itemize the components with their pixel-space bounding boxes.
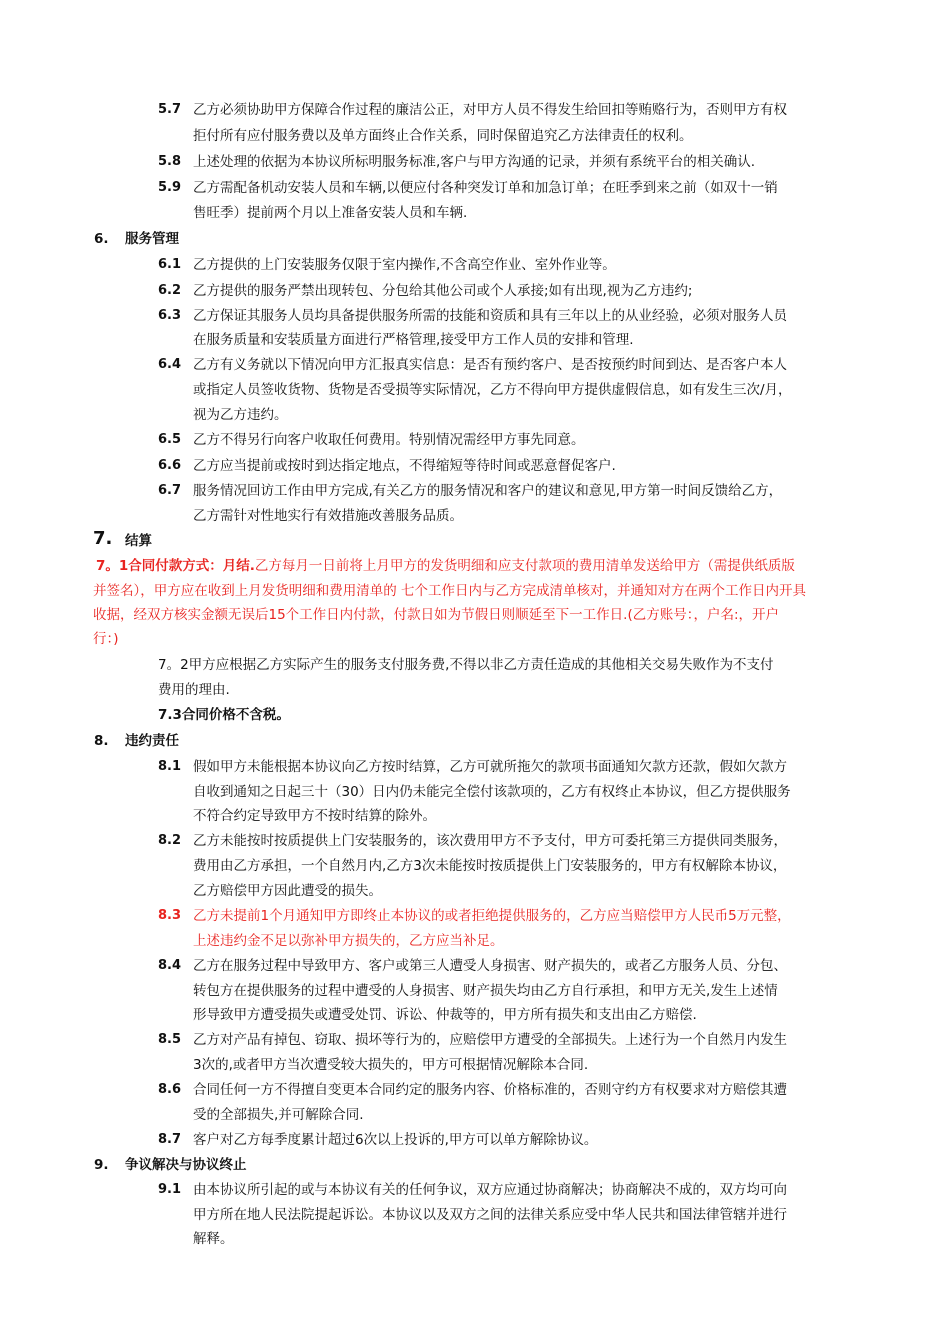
clause-text: 拒付所有应付服务费以及单方面终止合作关系，同时保留追究乙方法律责任的权利。	[193, 128, 693, 144]
section-number: 9.	[94, 1157, 109, 1173]
clause-text: 乙方需配备机动安装人员和车辆,以便应付各种突发订单和加急订单；在旺季到来之前（如双十一销	[193, 180, 778, 196]
clause-text: 3次的,或者甲方当次遭受较大损失的，甲方可根据情况解除本合同.	[193, 1057, 589, 1073]
clause-number: 5.7	[158, 102, 182, 117]
clause-text: 解释。	[193, 1231, 234, 1247]
clause-number: 6.7	[158, 483, 182, 498]
clause-text: 费用的理由.	[158, 682, 230, 698]
clause-text: 7。2甲方应根据乙方实际产生的服务支付服务费,不得以非乙方责任造成的其他相关交易失败作为不支付	[158, 657, 774, 673]
clause-number: 6.4	[158, 357, 182, 372]
clause-text: 乙方有义务就以下情况向甲方汇报真实信息：是否有预约客户、是否按预约时间到达、是否客户本人	[193, 357, 787, 373]
clause-text: 售旺季）提前两个月以上准备安装人员和车辆.	[193, 205, 468, 221]
clause-text: 转包方在提供服务的过程中遭受的人身损害、财产损失均由乙方自行承担，和甲方无关,发生上述情	[193, 983, 778, 999]
clause-number: 8.4	[158, 958, 182, 973]
clause-text: 自收到通知之日起三十（30）日内仍未能完全偿付该款项的，乙方有权终止本协议，但乙方提供服务	[193, 784, 791, 800]
clause-text: 乙方对产品有掉包、窃取、损坏等行为的，应赔偿甲方遭受的全部损失。上述行为一个自然月内发生	[193, 1032, 787, 1048]
clause-text: 上述处理的依据为本协议所标明服务标准,客户与甲方沟通的记录，并须有系统平台的相关确认.	[193, 154, 756, 170]
clause-text: 并签名），甲方应在收到上月发货明细和费用清单的 七个工作日内与乙方完成清单核对，并通知对方在两个工作日内开具	[93, 583, 807, 599]
section-title: 结算	[125, 533, 152, 549]
section-number: 7.	[93, 528, 113, 549]
clause-text: 形导致甲方遭受损失或遭受处罚、诉讼、仲裁等的，甲方所有损失和支出由乙方赔偿.	[193, 1007, 697, 1023]
clause-number: 6.3	[158, 308, 182, 323]
section-title: 服务管理	[125, 231, 179, 247]
clause-number: 8.7	[158, 1132, 182, 1147]
clause-number: 6.5	[158, 432, 182, 447]
clause-number: 8.2	[158, 833, 182, 848]
clause-text: 乙方未能按时按质提供上门安装服务的，该次费用甲方不予支付，甲方可委托第三方提供同类服务，	[193, 833, 787, 849]
clause-text: 或指定人员签收货物、货物是否受损等实际情况，乙方不得向甲方提供虚假信息，如有发生三次/月，	[193, 382, 792, 398]
clause-text: 受的全部损失,并可解除合同.	[193, 1107, 364, 1123]
clause-heading: 7。1合同付款方式：月结.	[96, 558, 255, 574]
clause-text: 乙方保证其服务人员均具备提供服务所需的技能和资质和具有三年以上的从业经验，必须对服务人员	[193, 308, 787, 324]
clause-text: 乙方在服务过程中导致甲方、客户或第三人遭受人身损害、财产损失的，或者乙方服务人员、分包、	[193, 958, 787, 974]
clause-text: 客户对乙方每季度累计超过6次以上投诉的,甲方可以单方解除协议。	[193, 1132, 598, 1148]
clause-number: 6.2	[158, 283, 182, 298]
clause-text: 乙方不得另行向客户收取任何费用。特别情况需经甲方事先同意。	[193, 432, 585, 448]
section-number: 6.	[94, 231, 109, 247]
clause-text: 费用由乙方承担，一个自然月内,乙方3次未能按时按质提供上门安装服务的，甲方有权解除本协议，	[193, 858, 787, 874]
clause-number: 8.1	[158, 759, 182, 774]
clause-number: 8.3	[158, 908, 182, 923]
clause-text: 收据，经双方核实金额无误后15个工作日内付款，付款日如为节假日则顺延至下一工作日.(乙方账号：，户名:，开户	[93, 607, 780, 623]
clause-number: 5.8	[158, 154, 182, 169]
clause-text: 行：)	[93, 631, 119, 647]
clause-text	[96, 556, 795, 576]
clause-text: 服务情况回访工作由甲方完成,有关乙方的服务情况和客户的建议和意见,甲方第一时间反馈给乙方，	[193, 483, 783, 499]
clause-number: 6.1	[158, 257, 182, 272]
clause-text: 合同任何一方不得擅自变更本合同约定的服务内容、价格标准的，否则守约方有权要求对方赔偿其遭	[193, 1082, 787, 1098]
clause-text: 甲方所在地人民法院提起诉讼。本协议以及双方之间的法律关系应受中华人民共和国法律管辖并进行	[193, 1207, 787, 1223]
clause-text: 假如甲方未能根据本协议向乙方按时结算，乙方可就所拖欠的款项书面通知欠款方还款，假如欠款方	[193, 759, 787, 775]
clause-text-part: 乙方每月一日前将上月甲方的发货明细和应支付款项的费用清单发送给甲方（需提供纸质版	[254, 558, 795, 574]
clause-number: 8.6	[158, 1082, 182, 1097]
clause-text: 上述违约金不足以弥补甲方损失的，乙方应当补足。	[193, 933, 504, 949]
clause-number: 6.6	[158, 458, 182, 473]
clause-text: 视为乙方违约。	[193, 407, 288, 423]
section-title: 违约责任	[125, 733, 179, 749]
clause-text: 不符合约定导致甲方不按时结算的除外。	[193, 808, 436, 824]
clause-text: 乙方应当提前或按时到达指定地点，不得缩短等待时间或恶意督促客户.	[193, 458, 616, 474]
clause-text: 乙方必须协助甲方保障合作过程的廉洁公正，对甲方人员不得发生给回扣等贿赂行为，否则甲方有权	[193, 102, 787, 118]
section-title: 争议解决与协议终止	[125, 1157, 247, 1173]
clause-number: 9.1	[158, 1182, 182, 1197]
clause-text: 乙方未提前1个月通知甲方即终止本协议的或者拒绝提供服务的，乙方应当赔偿甲方人民币5万元整，	[193, 908, 791, 924]
clause-text: 乙方提供的服务严禁出现转包、分包给其他公司或个人承接;如有出现,视为乙方违约;	[193, 283, 693, 299]
clause-text: 乙方赔偿甲方因此遭受的损失。	[193, 883, 382, 899]
clause-number: 5.9	[158, 180, 182, 195]
clause-number: 8.5	[158, 1032, 182, 1047]
clause-text: 由本协议所引起的或与本协议有关的任何争议，双方应通过协商解决；协商解决不成的，双方均可向	[193, 1182, 787, 1198]
section-number: 8.	[94, 733, 109, 749]
clause-text: 7.3合同价格不含税。	[158, 707, 290, 723]
clause-text: 乙方提供的上门安装服务仅限于室内操作,不含高空作业、室外作业等。	[193, 257, 616, 273]
clause-text: 在服务质量和安装质量方面进行严格管理,接受甲方工作人员的安排和管理.	[193, 332, 634, 348]
clause-text: 乙方需针对性地实行有效措施改善服务品质。	[193, 508, 463, 524]
